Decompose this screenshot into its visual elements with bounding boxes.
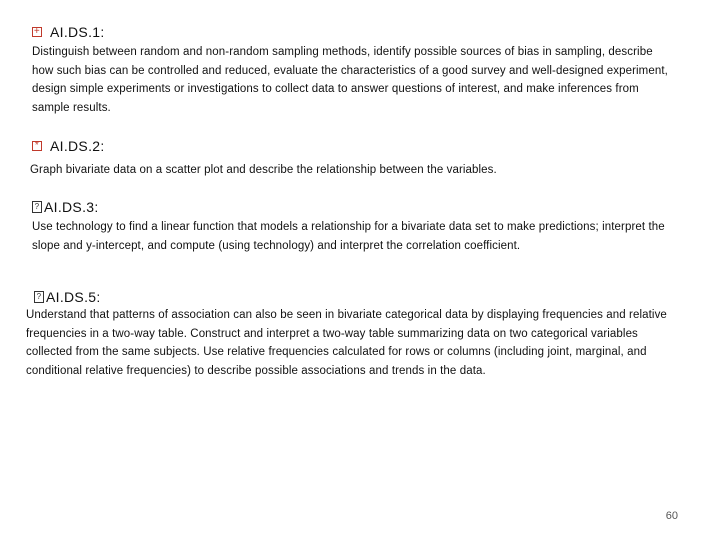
standard-code: AI.DS.3: [44, 199, 99, 215]
standard-ai-ds-2 [32, 137, 672, 180]
standard-heading [32, 23, 672, 41]
page-number: 60 [665, 510, 678, 522]
standard-heading [32, 137, 672, 155]
standard-description: Graph bivariate data on a scatter plot and describe the relationship between the variables. [30, 164, 497, 176]
missing-glyph-icon: ? [32, 201, 42, 213]
standard-heading [34, 288, 686, 306]
missing-glyph-icon: ? [34, 291, 44, 303]
standard-description: Understand that patterns of association can also be seen in bivariate categorical data by displaying frequencies and relative frequencies in a two-way table. Construct and interpret a two-way table summarizing data on two categorical variables collected from the same subjects. Use relative frequencies calculated for rows or columns (including joint, marginal, and conditional relative frequencies) to describe possible associations and trends in the data. [26, 309, 667, 377]
standard-description: Use technology to find a linear function that models a relationship for a bivariate data set to make predictions; interpret the slope and y-intercept, and compute (using technology) and interpret the correlation coefficient. [32, 221, 665, 252]
standard-code: AI.DS.5: [46, 289, 101, 305]
standard-ai-ds-5 [26, 288, 686, 380]
standard-code: AI.DS.1: [50, 24, 105, 40]
standard-code: AI.DS.2: [50, 138, 105, 154]
plus-box-icon: + [33, 26, 41, 37]
standard-ai-ds-3 [32, 198, 672, 255]
standard-heading [32, 198, 672, 216]
standard-description: Distinguish between random and non-random sampling methods, identify possible sources of bias in sampling, describe how such bias can be controlled and reduced, evaluate the characteristics of a good survey and well-designed experiment, design simple experiments or investigations to collect data to answer questions of interest, and make inferences from sample results. [32, 46, 668, 114]
standard-ai-ds-1 [32, 23, 672, 117]
asterisk-box-icon: * [32, 141, 42, 151]
